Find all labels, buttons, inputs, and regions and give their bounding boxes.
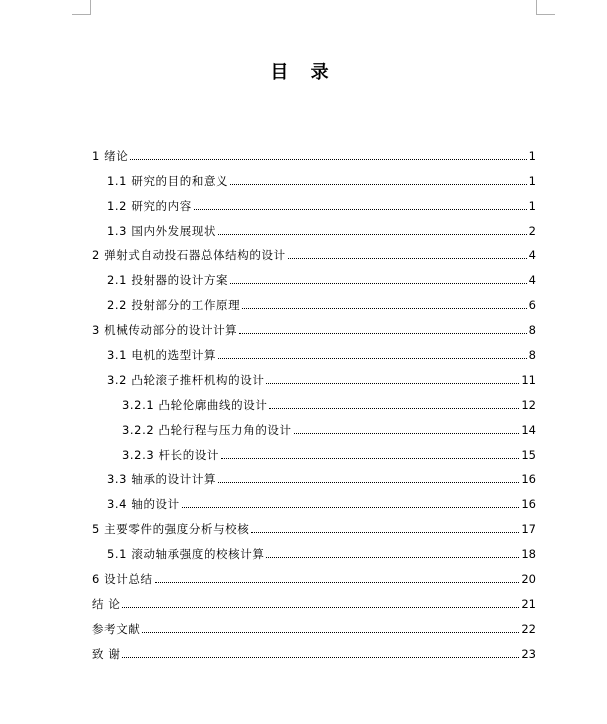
toc-dot-leader [221,457,519,459]
toc-page-number: 11 [521,372,536,387]
toc-entry[interactable] [92,262,536,287]
toc-entry[interactable] [92,636,536,661]
toc-dot-leader [130,158,526,160]
toc-entry[interactable] [92,611,536,636]
toc-dot-leader [218,233,527,235]
toc-entry-text: 2.2 投射部分的工作原理 [107,298,241,313]
toc-entry-text: 3.2.1 凸轮伦廓曲线的设计 [122,397,268,412]
toc-entry-text: 1.3 国内外发展现状 [107,223,217,238]
toc-entry[interactable] [92,312,536,337]
toc-entry[interactable] [92,437,536,462]
toc-entry-text: 3.1 电机的选型计算 [107,348,217,363]
toc-page-number: 4 [528,248,536,263]
toc-page-number: 1 [528,148,536,163]
toc-entry-text: 3 机械传动部分的设计计算 [92,323,238,338]
toc-entry[interactable] [92,362,536,387]
toc-dot-leader [269,407,519,409]
table-of-contents [92,138,536,661]
toc-entry-text: 2 弹射式自动投石器总体结构的设计 [92,248,286,263]
toc-dot-leader [242,307,526,309]
toc-entry-text: 1.2 研究的内容 [107,198,192,213]
toc-page-number: 18 [521,547,536,562]
toc-entry-text: 3.2 凸轮滚子推杆机构的设计 [107,372,265,387]
toc-dot-leader [155,581,520,583]
toc-entry-text: 参考文献 [92,621,141,636]
toc-page-number: 4 [528,273,536,288]
toc-page-number: 1 [528,198,536,213]
toc-page-number: 23 [521,646,536,661]
toc-page-number: 22 [521,621,536,636]
toc-entry-text: 6 设计总结 [92,572,153,587]
toc-page-number: 15 [521,447,536,462]
toc-page-number: 2 [528,223,536,238]
toc-dot-leader [182,506,520,508]
toc-page-number: 8 [528,323,536,338]
toc-dot-leader [288,257,527,259]
crop-mark-top-right [536,0,555,15]
toc-entry[interactable] [92,586,536,611]
toc-page-number: 17 [521,522,536,537]
toc-page-number: 16 [521,472,536,487]
toc-dot-leader [230,282,527,284]
toc-entry-text: 5.1 滚动轴承强度的校核计算 [107,547,265,562]
toc-dot-leader [230,183,527,185]
toc-dot-leader [266,382,519,384]
toc-dot-leader [218,357,527,359]
toc-dot-leader [251,531,519,533]
toc-entry-text: 3.2.2 凸轮行程与压力角的设计 [122,422,292,437]
toc-dot-leader [239,332,526,334]
toc-entry[interactable] [92,188,536,213]
toc-entry-text: 结 论 [92,596,121,611]
toc-page-number: 21 [521,596,536,611]
toc-dot-leader [122,656,519,658]
toc-entry[interactable] [92,511,536,536]
toc-entry-text: 3.2.3 杆长的设计 [122,447,220,462]
toc-entry-text: 1.1 研究的目的和意义 [107,173,229,188]
toc-entry[interactable] [92,238,536,263]
toc-dot-leader [122,606,519,608]
toc-dot-leader [266,556,519,558]
toc-title: 目 录 [270,62,337,83]
toc-page-number: 8 [528,348,536,363]
toc-entry[interactable] [92,412,536,437]
toc-entry[interactable] [92,337,536,362]
toc-entry[interactable] [92,213,536,238]
toc-entry-text: 3.4 轴的设计 [107,497,180,512]
toc-dot-leader [294,432,520,434]
toc-entry[interactable] [92,462,536,487]
toc-entry-text: 5 主要零件的强度分析与校核 [92,522,250,537]
toc-entry-text: 3.3 轴承的设计计算 [107,472,217,487]
toc-page-number: 6 [528,298,536,313]
crop-mark-top-left [72,0,91,15]
toc-page-number: 12 [521,397,536,412]
toc-entry[interactable] [92,387,536,412]
toc-dot-leader [218,481,519,483]
toc-entry[interactable] [92,536,536,561]
toc-entry-text: 1 绪论 [92,148,129,163]
toc-page-number: 20 [521,572,536,587]
toc-page-number: 1 [528,173,536,188]
toc-dot-leader [194,208,527,210]
toc-entry-text: 2.1 投射器的设计方案 [107,273,229,288]
toc-entry[interactable] [92,486,536,511]
toc-entry[interactable] [92,163,536,188]
toc-page-number: 14 [521,422,536,437]
toc-entry[interactable] [92,138,536,163]
toc-dot-leader [142,631,519,633]
toc-entry-text: 致 谢 [92,646,121,661]
toc-page-number: 16 [521,497,536,512]
toc-entry[interactable] [92,287,536,312]
toc-entry[interactable] [92,561,536,586]
